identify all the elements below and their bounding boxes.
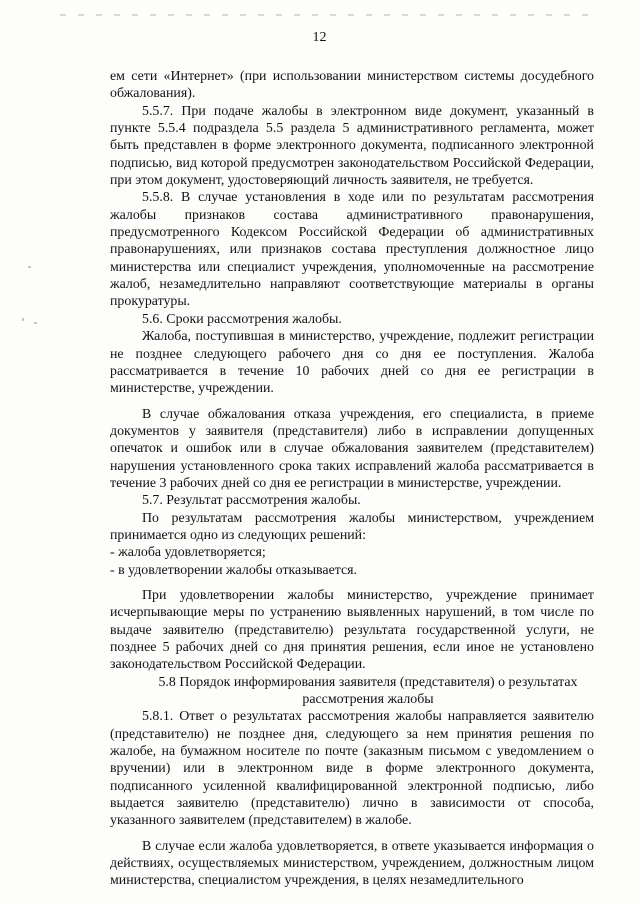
paragraph-registration: Жалоба, поступившая в министерство, учреждение, подлежит регистрации не позднее следующего рабочего дня со дня ее поступления. Жалоба рассматривается в течение 10 рабочих дней со дня ее регистрации в министерстве, учреждении. bbox=[110, 329, 594, 397]
paragraph-decisions-intro: По результатам рассмотрения жалобы министерством, учреждением принимается одно из следующих решений: bbox=[110, 510, 594, 543]
paragraph-appeal-refusal: В случае обжалования отказа учреждения, его специалиста, в приеме документов у заявителя (представителя) либо в исправлении допущенных опечаток и ошибок или в случае обжалования заявителем (представителем) нарушения установленного срока таких исправлений жалоба рассматривается в течение 3 рабочих дней со дня ее регистрации в министерстве, учреждении. bbox=[110, 406, 594, 491]
list-item: - жалоба удовлетворяется; bbox=[110, 545, 266, 561]
section-heading-5-6: 5.6. Сроки рассмотрения жалобы. bbox=[142, 311, 342, 327]
paragraph-answer-info: В случае если жалоба удовлетворяется, в ответе указывается информация о действиях, осуществляемых министерством, учреждением, должностным лицом министерства, специалистом учреждения, в целях незамедлительного bbox=[110, 838, 594, 889]
scan-artifact-line bbox=[60, 14, 600, 16]
paragraph-5-5-8: 5.5.8. В случае установления в ходе или по результатам рассмотрения жалобы признаков состава административного правонарушения, предусмотренного Кодексом Российской Федерации об административных правонарушениях, или признаков состава преступления должностное лицо министерства или специалист учреждения, уполномоченные на рассмотрение жалоб, незамедлительно направляют соответствующие материалы в органы прокуратуры. bbox=[110, 190, 594, 310]
paragraph-5-8-1: 5.8.1. Ответ о результатах рассмотрения жалобы направляется заявителю (представителю) не позднее дня, следующего за нем принятия решения по жалобе, на бумажном носителе по почте (заказным письмом с уведомлением о вручении) или в электронном виде в форме электронного документа, подписанного усиленной квалифицированной электронной подписью, либо выдается заявителю (представителю) лично в зависимости от способа, указанного заявителем (представителем) в жалобе. bbox=[110, 709, 594, 829]
page-number: 12 bbox=[312, 30, 327, 45]
scan-speck bbox=[28, 266, 31, 268]
scan-speck bbox=[22, 318, 24, 321]
document-body bbox=[110, 68, 594, 890]
list-item: - в удовлетворении жалобы отказывается. bbox=[110, 562, 358, 578]
paragraph-5-5-7: 5.5.7. При подаче жалобы в электронном виде документ, указанный в пункте 5.5.4 подраздела 5.5 раздела 5 административного регламента, может быть представлен в форме электронного документа, подписанного электронной подписью, вид которой предусмотрен законодательством Российской Федерации, при этом документ, удостоверяющий личность заявителя, не требуется. bbox=[110, 103, 594, 189]
scan-speck bbox=[34, 322, 37, 324]
section-heading-5-7: 5.7. Результат рассмотрения жалобы. bbox=[142, 493, 361, 509]
section-heading-5-8: 5.8 Порядок информирования заявителя (представителя) о результатах рассмотрения жалобы bbox=[158, 674, 578, 708]
paragraph-satisfaction: При удовлетворении жалобы министерство, учреждение принимает исчерпывающие меры по устранению выявленных нарушений, в том числе по выдаче заявителю (представителю) результата государственной услуги, не позднее 5 рабочих дней со дня принятия решения, если иное не установлено законодательством Российской Федерации. bbox=[110, 587, 594, 673]
paragraph-continuation: ем сети «Интернет» (при использовании министерством системы досудебного обжалования). bbox=[110, 69, 594, 102]
